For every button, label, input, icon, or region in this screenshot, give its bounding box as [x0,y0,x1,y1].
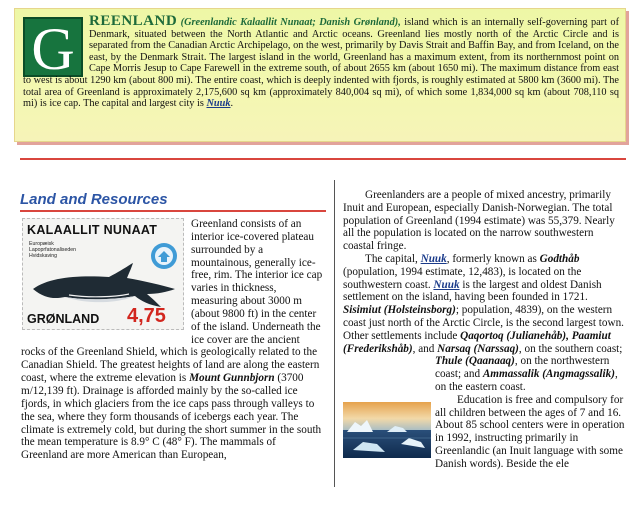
section-rule [20,210,326,212]
education-paragraph: Education is free and compulsory for all children between the ages of 7 and 16. About 85 school centers were in operation in 1992, instructing primarily in Greenlandic (an Inuit language with some Danish words). Beside the ele [435,393,625,470]
drop-cap-letter: G [23,17,83,77]
stamp-value: 4,75 [127,305,166,327]
intro-text: island which is an internally self-governing part of Denmark, situated between the North Atlantic and Arctic oceans. Greenland lies mostly north of the Arctic Circle and is separated from the Canadian Arctic Archipelago, on the west, primarily by Davis Strait and Baffin Bay, and from Iceland, on the east, by the Denmark Strait. The largest island in the world, Greenland has a maximum extent, from its northernmost point on Cape Morris Jesup to Cape Farewell in the extreme south, of about 2655 km (about 1650 mi). The maximum distance from east to west is about 1290 km (about 800 mi). The entire coast, which is deeply indented with fjords, is roughly estimated at 5800 km (3600 mi). The total area of Greenland is approximately 2,175,600 sq km (approximately 840,004 sq mi), of which some 1,834,000 sq km (about 708,110 sq mi) is ice cap. The capital and largest city is [23,17,620,110]
settlements-paragraph: The capital, Nuuk, formerly known as Godthåb (population, 1994 estimate, 12,483), is located on the southwestern coast. Nuuk is the largest and oldest Danish settlement on the island, having been founded in 1721. Sisimiut (Holsteinsborg); population, 4839), on the western coast just north of the Arctic Circle, is the second largest town. Other settlements include Qaqortoq (Julianehåb), Paamiut (Frederikshåb), and Narsaq (Narssaq), on the southern coast; Thule (Qaanaaq) , on the northwestern coast; and Ammassalik (Angmagssalik), on the eastern coast. [343,252,624,393]
capital-link[interactable]: Nuuk [206,98,231,110]
people-text [343,189,626,523]
intro-box [14,8,626,142]
divider-rule-top [20,158,626,160]
title-alt-names: (Greenlandic Kalaallit Nunaat; Danish Grønland), [180,17,401,28]
population-paragraph: Greenlanders are a people of mixed ancestry, primarily Inuit and European, especially Danish-Norwegian. The total population of Greenland (1994 estimate) was 55,379. Nearly all the population is located on the narrow southwestern coastal fringe. [343,189,615,253]
land-resources-text: Greenland consists of an interior ice-covered plateau surrounded by a mountainous, generally ice-free, rim. The interior ice cap varies in thickness, measuring about 3000 m (about 9800 ft) in the center of the island. Underneath the ice cover are the ancient rocks of the Greenland Shield, which is geologically related to the Canadian Shield. The greatest heights of land are along the eastern coast, where the extreme elevation is Mount Gunnbjorn (3700 m/12,139 ft). Drainage is afforded mainly by the so-called ice fjords, in which glaciers from the ice caps pass through valleys to the sea, where they form thousands of icebergs each year. The climate is extremely cold, but during the short summer in the south the mean temperature is 8.9° C (48° F). The mammals of Greenland are more American than European, [21,218,323,462]
intro-paragraph: REENLAND (Greenlandic Kalaallit Nunaat; Danish Grønland), island which is an internally self-governing part of Denmark, situated between the North Atlantic and Arctic oceans. Greenland lies mostly north of the Arctic Circle and is separated from the Canadian Arctic Archipelago, on the west, primarily by Davis Strait and Baffin Bay, and from Iceland, on the east, by the Denmark Strait. The largest island in the world, Greenland has a maximum extent, from its northernmost point on Cape Morris Jesup to Cape Farewell in the extreme south, of about 2655 km (about 1650 mi). The maximum distance from east to west is about 1290 km (about 800 mi). The entire coast, which is deeply indented with fjords, is roughly estimated at 5800 km (3600 mi). The total area of Greenland is approximately 2,175,600 sq km (approximately 840,004 sq mi), of which some 1,834,000 sq km (about 708,110 sq mi) is ice cap. The capital and largest city is Nuuk. [23,13,620,110]
capital-link-2[interactable]: Nuuk [420,252,447,265]
title-word: REENLAND [89,13,178,29]
mountain-name: Mount Gunnbjorn [189,372,275,385]
iceberg-photo [343,402,431,458]
stamp-country-bottom: GRØNLAND [27,312,100,326]
column-divider [334,180,335,487]
section-title: Land and Resources [20,191,168,208]
capital-link-3[interactable]: Nuuk [433,278,460,291]
stamp-country-top: KALAALLIT NUNAAT [27,223,158,237]
stamp-caption: Europæisk Lapoprfatonaliseden Hvidskaving [29,241,77,259]
